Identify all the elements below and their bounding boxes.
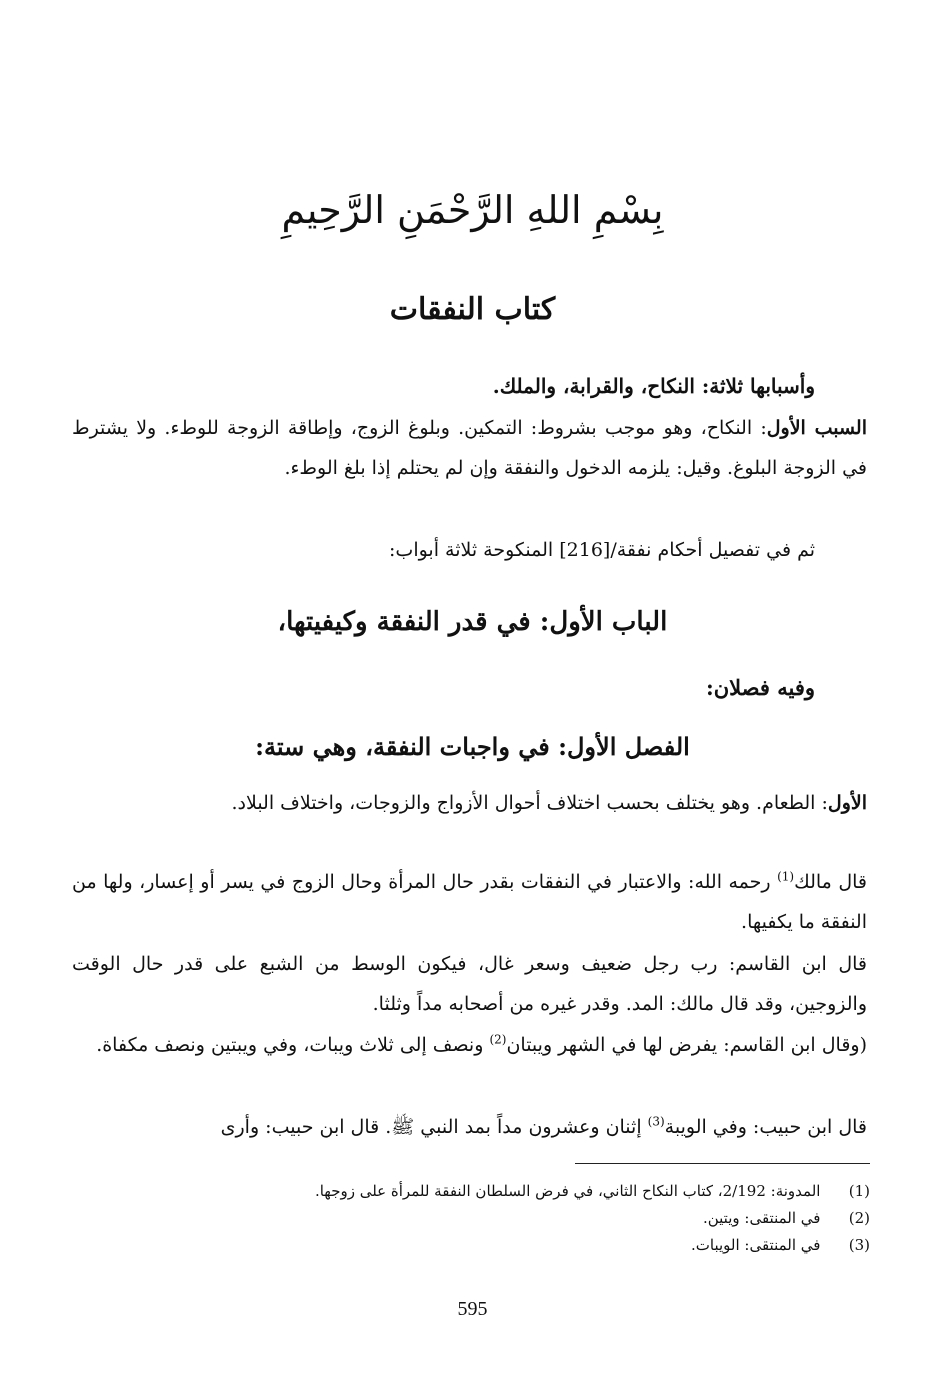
- footnotes: [150, 1178, 870, 1259]
- paragraph-ibn-habib: [72, 1107, 867, 1149]
- paragraph-text: قال مالك: [794, 871, 868, 893]
- chapter-title: الباب الأول: في قدر النفقة وكيفيتها،: [277, 607, 668, 637]
- paragraph-text: : النكاح، وهو موجب بشروط: التمكين. وبلوغ الزوج، وإطاقة الزوجة للوطء. ولا يشترط في الزوجة البلوغ. وقيل: يلزمه الدخول والنفقة وإن لم يحتلم إذا بلغ الوطء.: [72, 417, 867, 479]
- paragraph-chapters-intro: ثم في تفصيل أحكام نفقة/[216] المنكوحة ثلاثة أبواب:: [389, 539, 815, 561]
- page-number: 595: [457, 1298, 488, 1320]
- footnote-text: في المنتقى: الويبات.: [690, 1236, 821, 1254]
- paragraph-first-cause: [72, 408, 867, 528]
- paragraph-lead: السبب الأول: [766, 417, 867, 439]
- paragraph-lead: الأول: [827, 792, 867, 814]
- footnote-ref-1: (1): [777, 869, 795, 884]
- footnote-number: (2): [848, 1209, 870, 1227]
- section-title: الفصل الأول: في واجبات النفقة، وهي ستة:: [255, 732, 690, 761]
- causes-subtitle: وأسبابها ثلاثة: النكاح، والقرابة، والملك.: [492, 374, 815, 398]
- footnote-number: (3): [848, 1236, 870, 1254]
- paragraph-text: : الطعام. وهو يختلف بحسب اختلاف أحوال الأزواج والزوجات، واختلاف البلاد.: [231, 792, 828, 814]
- paragraph-first-obligation: [72, 783, 867, 863]
- sections-count-heading: وفيه فصلان:: [705, 675, 815, 700]
- paragraph-text: رحمه الله: والاعتبار في النفقات بقدر حال المرأة وحال الزوج في يسر أو إعسار، ولها من النفقة ما يكفيها.: [72, 871, 867, 933]
- paragraph-text: ونصف إلى ثلاث ويبات، وفي ويبتين ونصف مكفاة.: [96, 1034, 490, 1056]
- footnote-number: (1): [848, 1182, 870, 1200]
- footnote: [150, 1178, 870, 1205]
- footnote: [150, 1205, 870, 1232]
- footnote-text: في المنتقى: ويتين.: [702, 1209, 821, 1227]
- footnote-ref-3: (3): [647, 1114, 665, 1129]
- book-title: كتاب النفقات: [389, 292, 556, 327]
- paragraph-ibn-qasim-measure: [72, 1025, 867, 1105]
- footnote: [150, 1232, 870, 1259]
- paragraph-malik: [72, 862, 867, 942]
- paragraph-ibn-qasim: قال ابن القاسم: رب رجل ضعيف وسعر غال، فيكون الوسط من الشبع على قدر حال الوقت والزوجين، وقد قال مالك: المد. وقدر غيره من أصحابه مداً وثلثا.: [72, 953, 867, 1015]
- footnote-text: المدونة: 2/192، كتاب النكاح الثاني، في فرض السلطان النفقة للمرأة على زوجها.: [314, 1182, 821, 1200]
- basmala-heading: بِسْمِ اللهِ الرَّحْمَنِ الرَّحِيمِ: [281, 188, 664, 232]
- paragraph-text: (وقال ابن القاسم: يفرض لها في الشهر ويبتان: [506, 1034, 867, 1056]
- paragraph-text: إثنان وعشرون مداً بمد النبي ﷺ. قال ابن حبيب: وأرى: [220, 1116, 648, 1138]
- footnote-ref-2: (2): [489, 1032, 507, 1047]
- paragraph-text: قال ابن حبيب: وفي الويبة: [664, 1116, 867, 1138]
- footnote-separator: [575, 1163, 870, 1164]
